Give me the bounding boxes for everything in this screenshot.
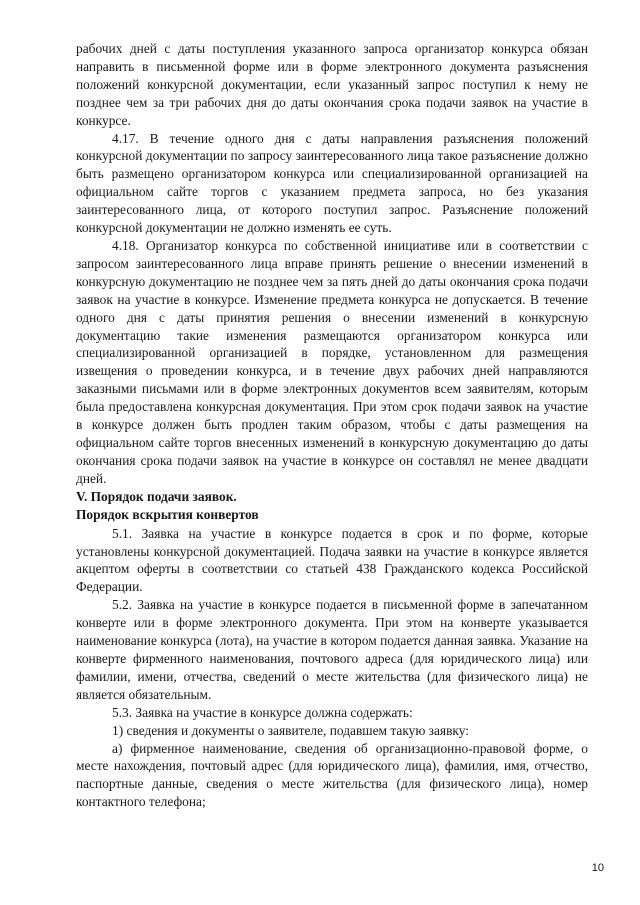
paragraph-5-1: 5.1. Заявка на участие в конкурсе подается в срок и по форме, которые установлены конкурсной документацией. Подача заявки на участие в конкурсе является акцептом оферты в соответствии со статьей 438 Гражданского кодекса Российской Федерации.	[76, 525, 588, 595]
paragraph-5-2: 5.2. Заявка на участие в конкурсе подается в письменной форме в запечатанном конверте или в форме электронного документа. При этом на конверте указывается наименование конкурса (лота), на участие в котором подается данная заявка. Указание на конверте фирменного наименования, почтового адреса (для юридического лица) или фамилии, имени, отчества, сведений о месте жительства (для физического лица) не является обязательным.	[76, 597, 588, 702]
section-subheading: Порядок вскрытия конвертов	[76, 507, 259, 523]
list-item-a: а) фирменное наименование, сведения об организационно-правовой форме, о месте нахождения, почтовый адрес (для юридического лица), фамилия, имя, отчество, паспортные данные, сведения о месте жительства (для физического лица), номер контактного телефона;	[76, 740, 588, 810]
paragraph-4-18: 4.18. Организатор конкурса по собственной инициативе или в соответствии с запросом заинтересованного лица вправе принять решение о внесении изменений в конкурсную документацию не позднее чем за пять дней до даты окончания срока подачи заявок на участие в конкурсе. Изменение предмета конкурса не допускается. В течение одного дня с даты принятия решения о внесении изменений в конкурсную документацию такие изменения размещаются организатором конкурса или специализированной организацией в порядке, установленном для размещения извещения о проведении конкурса, и в течение двух рабочих дней направляются заказными письмами или в форме электронных документов всем заявителям, которым была предоставлена конкурсная документация. При этом срок подачи заявок на участие в конкурсе должен быть продлен таким образом, чтобы с даты размещения на официальном сайте торгов внесенных изменений в конкурсную документацию до даты окончания срока подачи заявок на участие в конкурсе он составлял не менее двадцати дней.	[76, 237, 588, 486]
list-item-1: 1) сведения и документы о заявителе, подавшем такую заявку:	[112, 722, 469, 738]
document-page	[76, 40, 588, 811]
page-number: 10	[591, 862, 604, 874]
paragraph-5-3: 5.3. Заявка на участие в конкурсе должна содержать:	[112, 704, 413, 720]
paragraph-4-17: 4.17. В течение одного дня с даты направления разъяснения положений конкурсной документации по запросу заинтересованного лица такое разъяснение должно быть размещено организатором конкурса или специализированной организацией на официальном сайте торгов с указанием предмета запроса, но без указания заинтересованного лица, от которого поступил запрос. Разъяснение положений конкурсной документации не должно изменять ее суть.	[76, 130, 588, 236]
paragraph-continued: рабочих дней с даты поступления указанного запроса организатор конкурса обязан направить в письменной форме или в форме электронного документа разъяснения положений конкурсной документации, если указанный запрос поступил к нему не позднее чем за три рабочих дня до даты окончания срока подачи заявок на участие в конкурсе.	[76, 41, 588, 128]
section-heading: V. Порядок подачи заявок.	[76, 488, 237, 504]
